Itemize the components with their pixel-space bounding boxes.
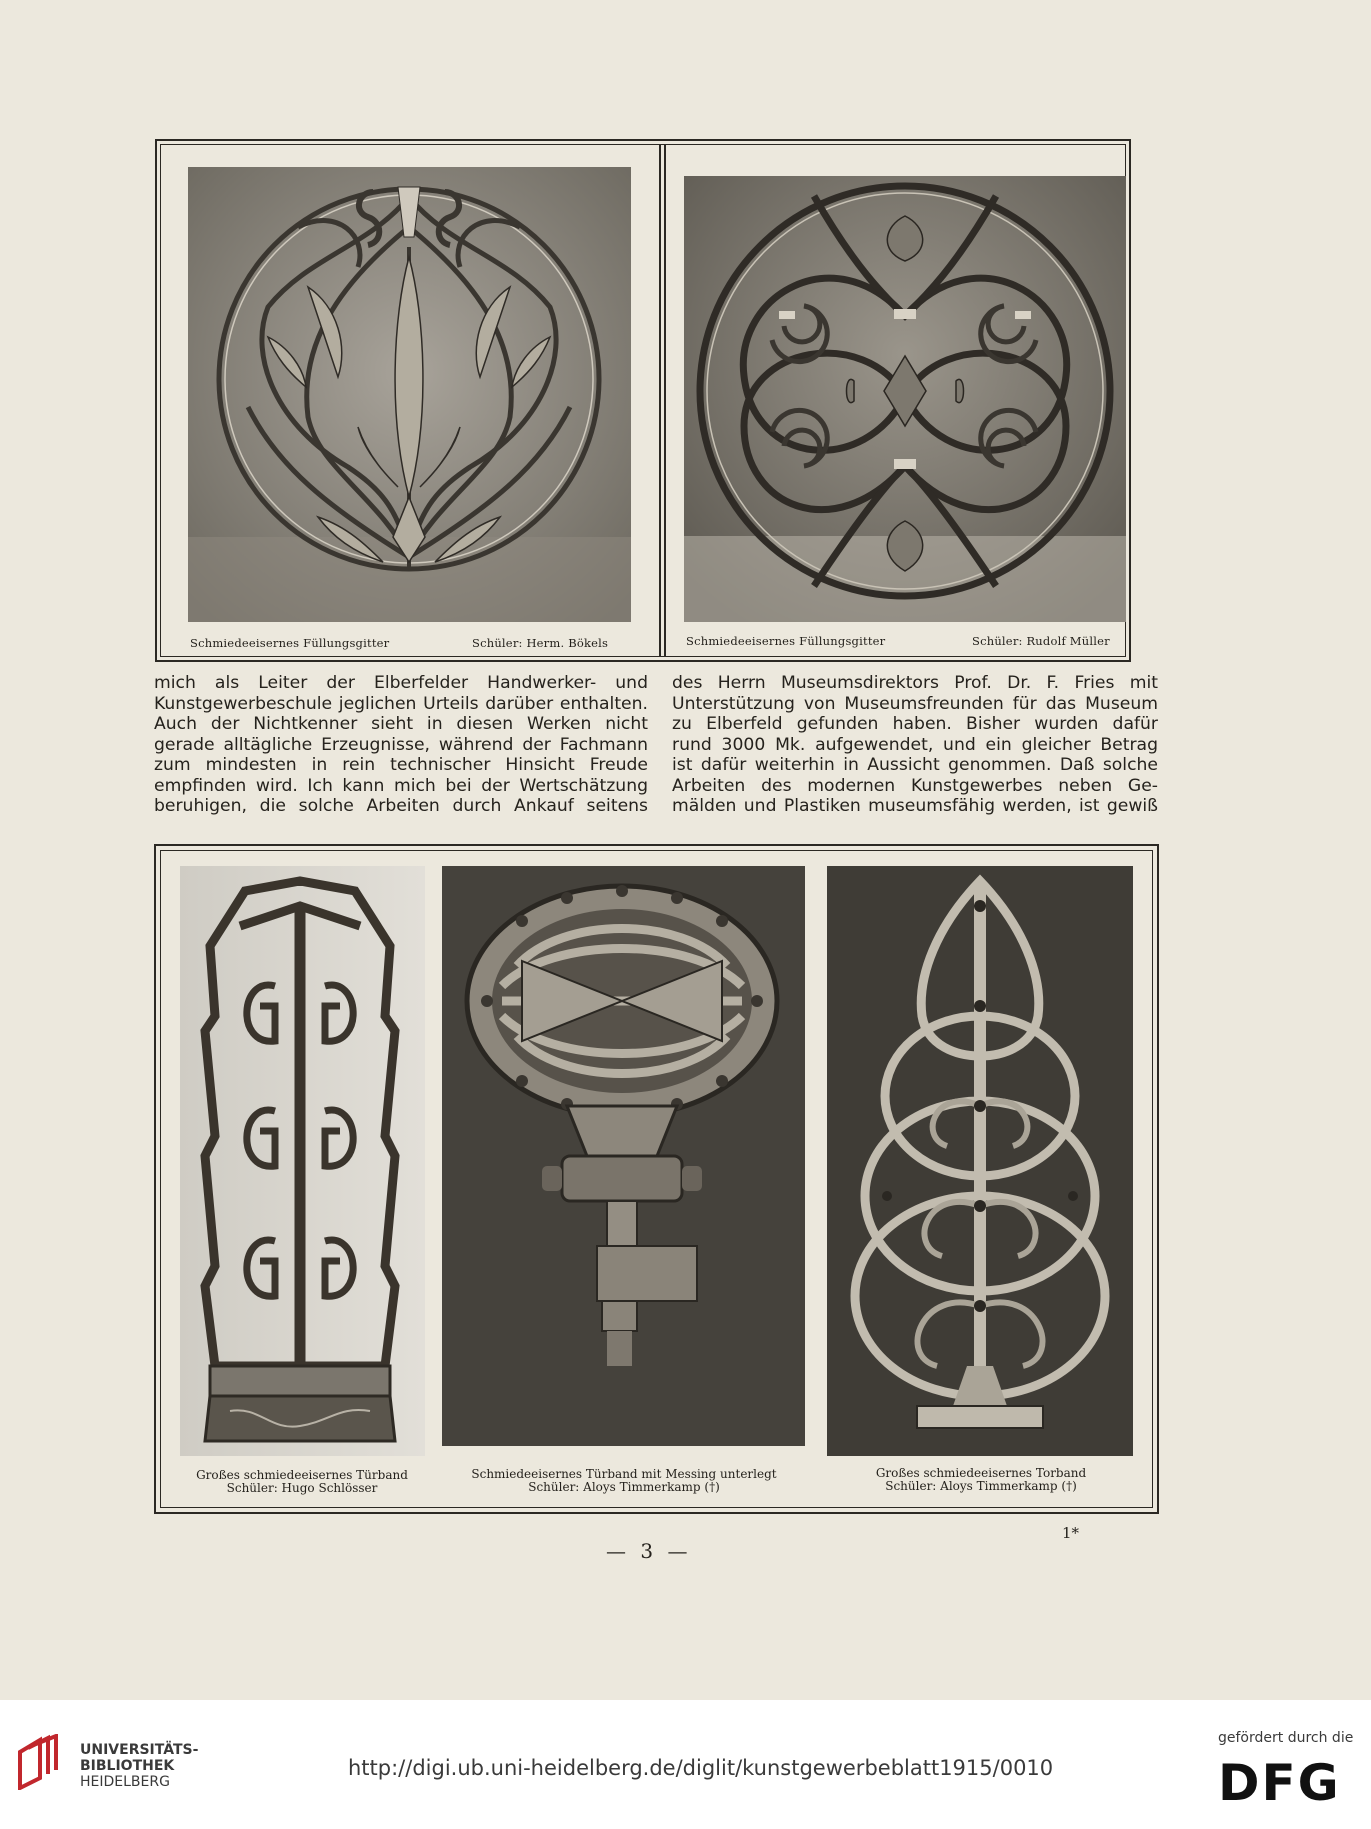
caption-title: Großes schmiedeeisernes Torband — [875, 1466, 1087, 1480]
text-line: ist dafür weiterhin in Aussicht genommen. Daß solche — [672, 755, 1158, 775]
caption-student: Schüler: Hugo Schlösser — [226, 1481, 378, 1495]
photo-grille-boekels — [188, 167, 631, 622]
caption-student: Schüler: Rudolf Müller — [972, 634, 1110, 648]
library-name-line: UNIVERSITÄTS- — [80, 1742, 199, 1758]
library-name-line: BIBLIOTHEK — [80, 1758, 175, 1774]
source-url-link[interactable]: http://digi.ub.uni-heidelberg.de/diglit/kunstgewerbeblatt1915/0010 — [348, 1756, 1054, 1780]
photo-gateband-tree — [827, 866, 1133, 1456]
caption-title: Schmiedeeisernes Türband mit Messing unterlegt — [471, 1467, 777, 1481]
text-line: mich als Leiter der Elberfelder Handwerker- und — [154, 673, 648, 693]
top-divider — [659, 144, 661, 657]
text-line: rund 3000 Mk. aufgewendet, und ein gleicher Betrag — [672, 734, 1158, 755]
caption-student: Schüler: Aloys Timmerkamp (†) — [528, 1480, 720, 1494]
library-logo-icon — [14, 1734, 60, 1790]
page-number: — 3 — — [606, 1539, 692, 1563]
photo-grille-mueller — [684, 176, 1126, 622]
top-divider — [664, 144, 666, 657]
text-column-left — [154, 673, 648, 817]
library-name-line: HEIDELBERG — [80, 1774, 170, 1790]
caption-title: Schmiedeeisernes Füllungsgitter — [190, 636, 390, 650]
photo-hinge-schloesser — [180, 866, 425, 1456]
library-logo — [14, 1734, 60, 1790]
signature-mark: 1* — [1062, 1524, 1080, 1542]
text-line: beruhigen, die solche Arbeiten durch Ankauf seitens — [154, 796, 648, 816]
caption-block — [826, 1467, 1136, 1493]
text-line: Unterstützung von Museumsfreunden für das Museum — [672, 693, 1158, 714]
text-line: zum mindesten in rein technischer Hinsicht Freude — [154, 755, 648, 775]
caption-title: Schmiedeeisernes Füllungsgitter — [686, 634, 886, 648]
photo-doorband-brass — [442, 866, 805, 1446]
text-line: zu Elberfeld gefunden haben. Bisher wurden dafür — [672, 714, 1158, 734]
text-line: des Herrn Museumsdirektors Prof. Dr. F. Fries mit — [672, 673, 1158, 693]
text-line: Kunstgewerbeschule jeglichen Urteils darüber enthalten. — [154, 693, 648, 714]
text-column-right — [672, 673, 1158, 817]
text-line: gerade alltägliche Erzeugnisse, während der Fachmann — [154, 734, 648, 755]
caption-block — [440, 1468, 808, 1494]
text-line: mälden und Plastiken museumsfähig werden, ist gewiß — [672, 796, 1158, 816]
digitization-footer — [0, 1700, 1371, 1829]
funding-text: gefördert durch die — [1218, 1730, 1354, 1746]
caption-block — [176, 1469, 428, 1495]
text-line: empfinden wird. Ich kann mich bei der Wertschätzung — [154, 775, 648, 796]
library-name — [80, 1742, 198, 1790]
dfg-logo: DFG — [1218, 1754, 1341, 1812]
caption-title: Großes schmiedeeisernes Türband — [196, 1468, 408, 1482]
text-line: Auch der Nichtkenner sieht in diesen Werken nicht — [154, 714, 648, 734]
caption-student: Schüler: Aloys Timmerkamp (†) — [885, 1479, 1077, 1493]
caption-student: Schüler: Herm. Bökels — [472, 636, 609, 650]
text-line: Arbeiten des modernen Kunstgewerbes neben Ge- — [672, 775, 1158, 796]
